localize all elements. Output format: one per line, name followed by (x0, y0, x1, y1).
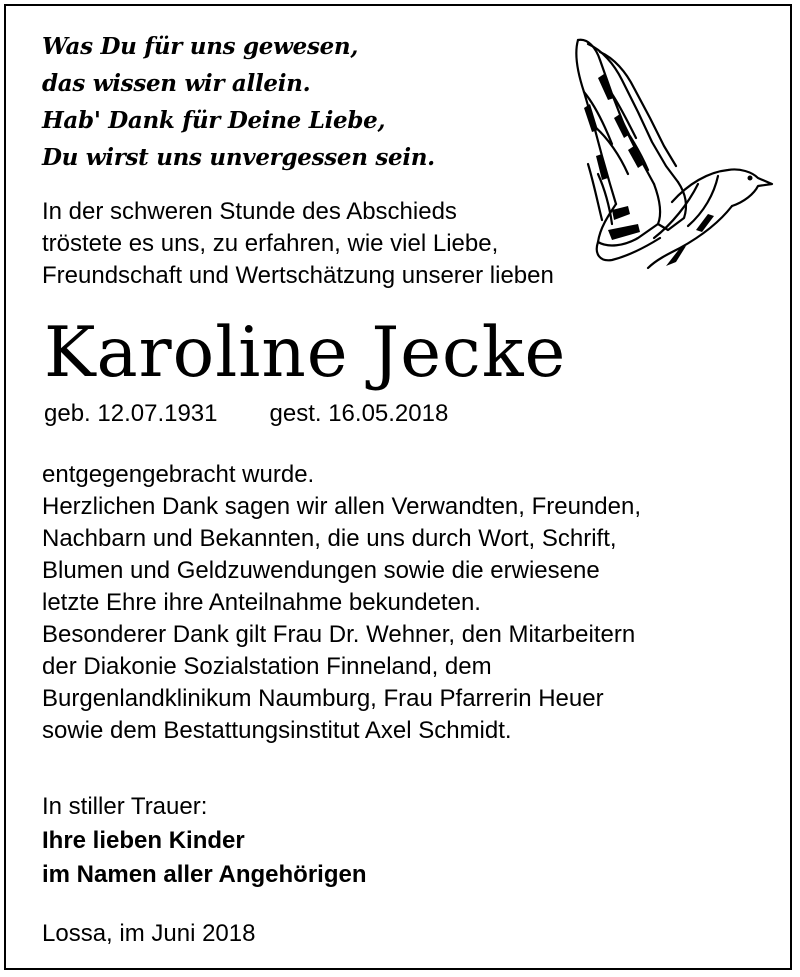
intro-line: tröstete es uns, zu erfahren, wie viel Liebe, (42, 230, 499, 257)
body-line: Burgenlandklinikum Naumburg, Frau Pfarrerin Heuer (42, 685, 604, 712)
birth-date: geb. 12.07.1931 (44, 400, 218, 427)
praying-hands-icon (568, 34, 778, 279)
intro-text (42, 196, 554, 292)
body-line: Blumen und Geldzuwendungen sowie die erwiesene (42, 557, 600, 584)
body-line: der Diakonie Sozialstation Finneland, dem (42, 653, 492, 680)
poem (42, 28, 435, 176)
death-date: gest. 16.05.2018 (269, 400, 449, 427)
signature-intro: In stiller Trauer: (42, 793, 208, 820)
signature-line-1: Ihre lieben Kinder (42, 827, 245, 854)
poem-line: Du wirst uns unvergessen sein. (42, 144, 435, 171)
life-dates (44, 398, 448, 430)
poem-line: Hab' Dank für Deine Liebe, (42, 107, 386, 134)
body-line: Nachbarn und Bekannten, die uns durch Wort, Schrift, (42, 525, 617, 552)
poem-line: das wissen wir allein. (42, 70, 311, 97)
body-line: sowie dem Bestattungsinstitut Axel Schmidt. (42, 717, 512, 744)
poem-line: Was Du für uns gewesen, (42, 33, 359, 60)
signature-block (42, 790, 367, 892)
deceased-name: Karoline Jecke (44, 313, 567, 393)
body-line: Herzlichen Dank sagen wir allen Verwandten, Freunden, (42, 493, 642, 520)
thanks-text (42, 459, 641, 747)
intro-line: Freundschaft und Wertschätzung unserer lieben (42, 262, 554, 289)
place-date: Lossa, im Juni 2018 (42, 920, 256, 947)
body-line: Besonderer Dank gilt Frau Dr. Wehner, den Mitarbeitern (42, 621, 636, 648)
intro-line: In der schweren Stunde des Abschieds (42, 198, 457, 225)
body-line: entgegengebracht wurde. (42, 461, 315, 488)
body-line: letzte Ehre ihre Anteilnahme bekundeten. (42, 589, 481, 616)
signature-line-2: im Namen aller Angehörigen (42, 861, 367, 888)
